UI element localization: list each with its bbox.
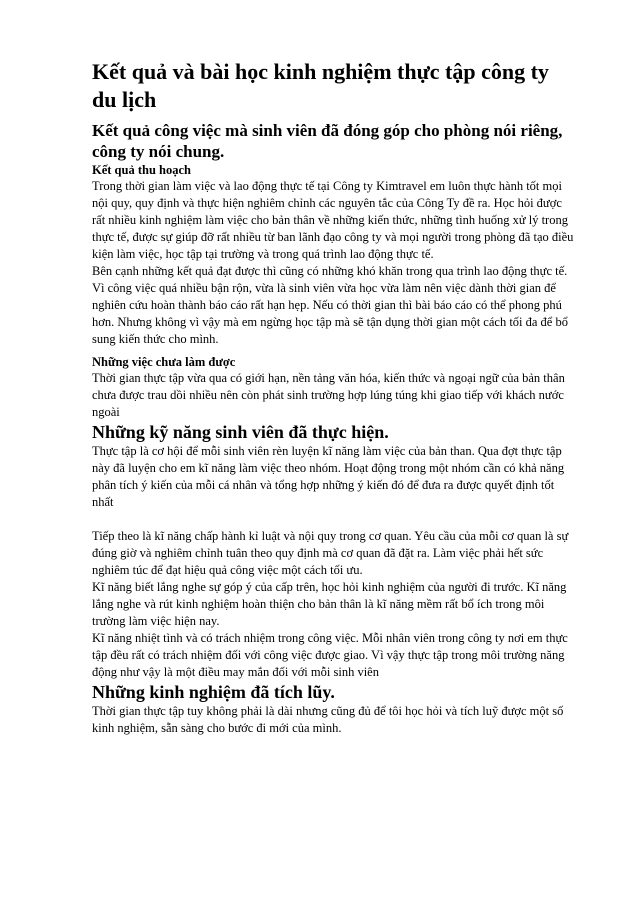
paragraph-1: Trong thời gian làm việc và lao động thực tế tại Công ty Kimtravel em luôn thực hành tốt mọi nội quy, quy định và thực hiện nghiêm chỉnh các nguyên tắc của Công Ty đề ra. Học hỏi được rất nhiều kinh nghiệm làm việc cho bản thân về những kiến thức, những tình huống xử lý trong thực tế, được sự giúp đỡ rất nhiều từ ban lãnh đạo công ty và mọi người trong phòng đã tạo điều kiện làm việc, học tập tại trường và trong quá trình lao động thực tế. [92, 179, 574, 261]
section-heading-skills: Những kỹ năng sinh viên đã thực hiện. [92, 422, 389, 442]
paragraph-5: Tiếp theo là kĩ năng chấp hành kỉ luật và nội quy trong cơ quan. Yêu cầu của mỗi cơ quan là sự đúng giờ và nghiêm chỉnh tuân theo quy định mà cơ quan đã đặt ra. Làm việc phải hết sức nghiêm túc để đạt hiệu quả công việc một cách tối ưu. [92, 529, 569, 577]
paragraph-7: Kĩ năng nhiệt tình và có trách nhiệm trong công việc. Mỗi nhân viên trong công ty nơi em thực tập đều rất có trách nhiệm đối với công việc được giao. Vì vậy thực tập trong môi trường năng động như vậy là một điều may mắn đối với mỗi sinh viên [92, 631, 568, 679]
section-heading-experience: Những kinh nghiệm đã tích lũy. [92, 682, 335, 702]
document-title: Kết quả và bài học kinh nghiệm thực tập công ty du lịch [92, 59, 549, 112]
paragraph-3: Thời gian thực tập vừa qua có giới hạn, nền tảng văn hóa, kiến thức và ngoại ngữ của bản thân chưa được trau dồi nhiều nên còn phát sinh trường hợp lúng túng khi giao tiếp với khách nước ngoài [92, 371, 565, 419]
paragraph-4: Thực tập là cơ hội để mỗi sinh viên rèn luyện kĩ năng làm việc của bản than. Qua đợt thực tập này đã luyện cho em kĩ năng làm việc theo nhóm. Hoạt động trong một nhóm cần có khả năng phân tích ý kiến của mỗi cá nhân và tổng hợp những ý kiến đó để đưa ra được quyết định tốt nhất [92, 444, 565, 509]
section-heading-results: Kết quả công việc mà sinh viên đã đóng góp cho phòng nói riêng, công ty nói chung. [92, 121, 563, 161]
subheading-not-done: Những việc chưa làm được [92, 355, 236, 369]
blank-line [92, 511, 578, 528]
subheading-harvest: Kết quả thu hoạch [92, 163, 191, 177]
paragraph-8: Thời gian thực tập tuy không phải là dài nhưng cũng đủ để tôi học hỏi và tích luỹ được một số kinh nghiệm, sẵn sàng cho bước đi mới của mình. [92, 704, 564, 735]
paragraph-6: Kĩ năng biết lắng nghe sự góp ý của cấp trên, học hỏi kinh nghiệm của người đi trước. Kĩ năng lắng nghe và rút kinh nghiệm hoàn thiện cho bản thân là kĩ năng mềm rất bổ ích trong môi trường làm việc hiện nay. [92, 580, 567, 628]
paragraph-2: Bên cạnh những kết quả đạt được thì cũng có những khó khăn trong qua trình lao động thực tế. Vì công việc quá nhiều bận rộn, vừa là sinh viên vừa học vừa làm nên việc dành thời gian để nghiên cứu hoàn thành báo cáo rất hạn hẹp. Nếu có thời gian thì bài báo cáo có thể phong phú hơn. Nhưng không vì vậy mà em ngừng học tập mà sẽ tận dụng thời gian một cách tối đa để bổ sung kiến thức cho mình. [92, 264, 568, 346]
